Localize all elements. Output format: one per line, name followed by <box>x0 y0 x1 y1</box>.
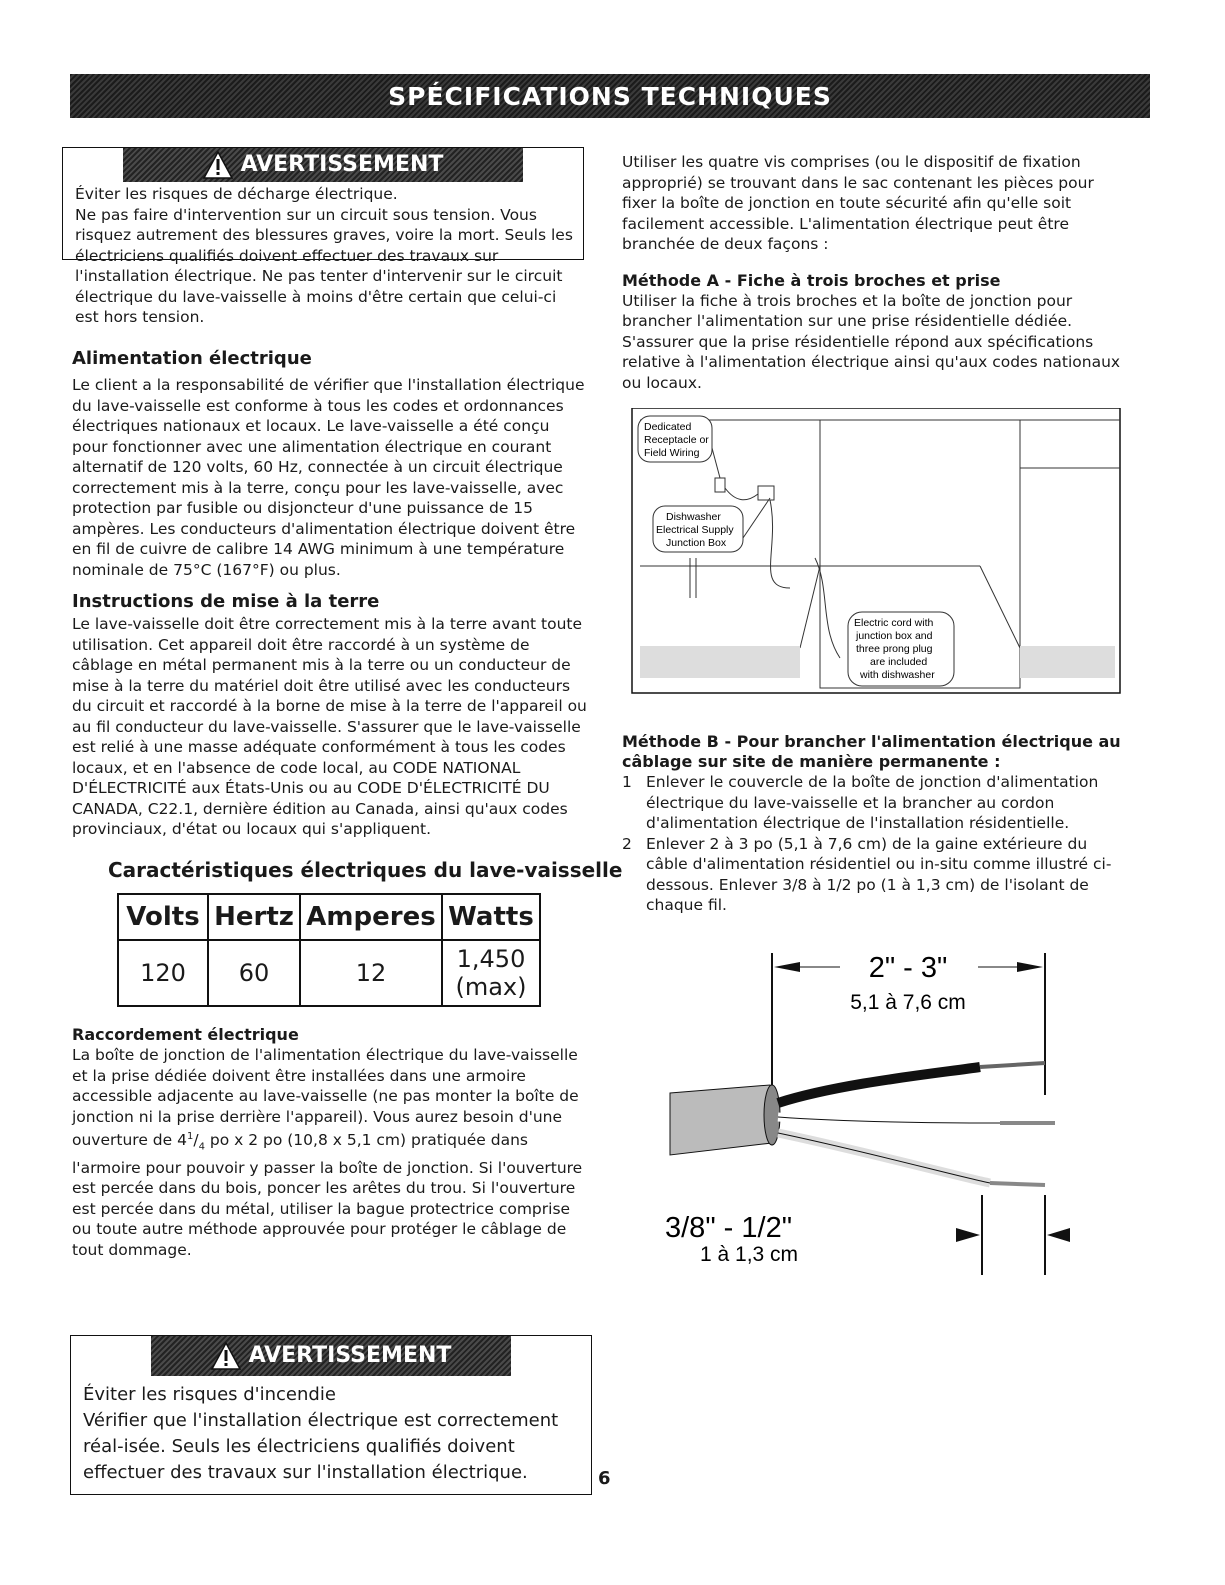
warning-title: AVERTISSEMENT <box>248 1343 452 1368</box>
left-column <box>72 347 587 840</box>
method-b-step-2: 2 Enlever 2 à 3 po (5,1 à 7,6 cm) de la gaine extérieure du câble d'alimentation résidentiel ou in-situ comme illustré ci-dessous. Enlever 3/8 à 1/2 po (1 à 1,3 cm) de l'isolant de chaque fil. <box>622 834 1112 914</box>
alimentation-heading: Alimentation électrique <box>72 348 312 369</box>
dim-top-metric: 5,1 à 7,6 cm <box>850 991 966 1014</box>
warning-bottom-line-1: Éviter les risques d'incendie <box>83 1384 336 1405</box>
method-b-section <box>622 732 1132 916</box>
right-column <box>622 152 1132 393</box>
warning-triangle-icon <box>203 151 233 179</box>
label-receptacle <box>638 416 712 462</box>
warning-bottom-line-2: Vérifier que l'installation électrique est correctement réal-isée. Seuls les électriciens qualifiés doivent effectuer des travaux sur l'installation électrique. <box>83 1410 559 1483</box>
fraction-numerator: 1 <box>186 1131 194 1142</box>
svg-text:three prong plug: three prong plug <box>856 643 933 655</box>
method-b-heading: Méthode B - Pour brancher l'alimentation électrique au câblage sur site de manière permanente : <box>622 732 1121 771</box>
method-b-step-1: 1 Enlever le couvercle de la boîte de jonction d'alimentation électrique du lave-vaisselle et la brancher au cordon d'alimentation électrique de l'installation résidentielle. <box>622 773 1099 832</box>
warning-box-fire <box>70 1335 592 1495</box>
label-junction-box <box>653 506 743 552</box>
watts-note: (max) <box>455 973 527 1001</box>
raccordement-section <box>72 1025 587 1260</box>
svg-text:Electric cord with: Electric cord with <box>854 617 934 629</box>
spec-value-hertz: 60 <box>208 940 300 1006</box>
dim-top-label: 2" - 3" <box>868 952 948 984</box>
wire-stripping-diagram <box>660 945 1080 1280</box>
label-electric-cord <box>848 612 954 686</box>
svg-text:Junction Box: Junction Box <box>666 537 727 549</box>
cabinet-wiring-diagram <box>620 408 1132 698</box>
page-banner <box>70 74 1150 118</box>
svg-text:Receptacle or: Receptacle or <box>644 434 709 446</box>
specs-title: Caractéristiques électriques du lave-vaisselle <box>108 858 623 882</box>
watts-number: 1,450 <box>456 945 526 973</box>
dim-bottom-metric: 1 à 1,3 cm <box>700 1243 799 1266</box>
spec-value-amperes: 12 <box>300 940 442 1006</box>
svg-text:Electrical Supply: Electrical Supply <box>656 524 734 536</box>
fraction-denominator: 4 <box>198 1141 205 1153</box>
svg-text:Dedicated: Dedicated <box>644 421 692 433</box>
warning-triangle-icon <box>211 1342 241 1370</box>
warning-line-1: Éviter les risques de décharge électrique. <box>75 185 398 203</box>
dim-bottom-label: 3/8" - 1/2" <box>665 1212 792 1244</box>
raccordement-text: La boîte de jonction de l'alimentation électrique du lave-vaisselle et la prise dédiée doivent être installées dans une armoire accessible adjacente au lave-vaisselle (ne pas monter la boîte de jonction ni la prise derrière l'appareil). Vous aurez besoin d'une ouverture de $4^1/_4$ po x 2 po (10,8 x 5,1 cm) pratiquée dans l'armoire pour pouvoir y passer la boîte de jonction. Si l'ouverture est percée dans du bois, poncer les arêtes du trou. Si l'ouverture est percée dans du métal, utiliser la bague protectrice comprise ou toute autre méthode approuvée pour protéger le câblage de tout dommage. <box>72 1046 583 1259</box>
warning-box-shock <box>62 147 584 326</box>
spec-header-hertz: Hertz <box>208 894 300 940</box>
svg-text:with dishwasher: with dishwasher <box>860 669 935 681</box>
method-a-text: Utiliser la fiche à trois broches et la boîte de jonction pour brancher l'alimentation sur une prise résidentielle dédiée. S'assurer que la prise résidentielle répond aux spécifications relative à l'alimentation électrique ainsi qu'aux codes nationaux ou locaux. <box>622 291 1121 392</box>
warning-header <box>123 148 523 182</box>
method-a-heading: Méthode A - Fiche à trois broches et prise <box>622 270 1001 290</box>
page-number: 6 <box>598 1468 611 1489</box>
banner-title: SPÉCIFICATIONS TECHNIQUES <box>388 81 832 111</box>
terre-heading: Instructions de mise à la terre <box>72 591 380 612</box>
spec-header-watts: Watts <box>442 894 540 940</box>
electrical-specs-table <box>117 893 541 1007</box>
spec-header-amperes: Amperes <box>300 894 442 940</box>
spec-header-volts: Volts <box>118 894 208 940</box>
svg-text:Dishwasher: Dishwasher <box>666 511 721 523</box>
spec-value-watts <box>442 940 540 1006</box>
spec-value-volts: 120 <box>118 940 208 1006</box>
warning-title: AVERTISSEMENT <box>240 151 444 177</box>
alimentation-text: Le client a la responsabilité de vérifier que l'installation électrique du lave-vaisselle est conforme à tous les codes et ordonnances électriques nationaux et locaux. Le lave-vaisselle a été conçu pour fonctionner avec une alimentation électrique en courant alternatif de 120 volts, 60 Hz, connectée à un circuit électrique correctement mis à la terre, conçu pour les lave-vaisselle, avec protection par fusible ou disjoncteur d'une puissance de 15 ampères. Les conducteurs d'alimentation électrique doivent être en fil de cuivre de calibre 14 AWG minimum à une température nominale de 75°C (167°F) ou plus. <box>72 376 585 579</box>
right-intro: Utiliser les quatre vis comprises (ou le dispositif de fixation approprié) se trouvant dans le sac contenant les pièces pour fixer la boîte de jonction en toute sécurité afin qu'elle soit facilement accessible. L'alimentation électrique peut être branchée de deux façons : <box>622 153 1094 253</box>
svg-text:Field Wiring: Field Wiring <box>644 447 700 459</box>
warning-header-bottom <box>151 1336 511 1376</box>
warning-line-2: Ne pas faire d'intervention sur un circuit sous tension. Vous risquez autrement des blessures graves, voire la mort. Seuls les électriciens qualifiés doivent effectuer des travaux sur l'installation électrique. Ne pas tenter d'intervenir sur le circuit électrique du lave-vaisselle à moins d'être certain que celui-ci est hors tension. <box>75 205 573 326</box>
terre-text: Le lave-vaisselle doit être correctement mis à la terre avant toute utilisation. Cet appareil doit être raccordé à un système de câblage en métal permanent mis à la terre ou un conducteur de mise à la terre du matériel doit être utilisé avec les conducteurs du circuit et raccordé à la borne de mise à la terre de l'appareil ou au fil conducteur du lave-vaisselle. S'assurer que le lave-vaisselle est relié à une masse adéquate conformément à tous les codes locaux, et en l'absence de code local, au CODE NATIONAL D'ÉLECTRICITÉ aux États-Unis ou au CODE D'ÉLECTRICITÉ DU CANADA, C22.1, dernière édition au Canada, ainsi qu'aux codes provinciaux, d'état ou locaux qui s'appliquent. <box>72 615 587 838</box>
raccordement-heading: Raccordement électrique <box>72 1025 299 1044</box>
method-b-steps <box>622 772 1132 916</box>
svg-text:are included: are included <box>870 656 928 668</box>
svg-text:junction box and: junction box and <box>856 630 933 642</box>
